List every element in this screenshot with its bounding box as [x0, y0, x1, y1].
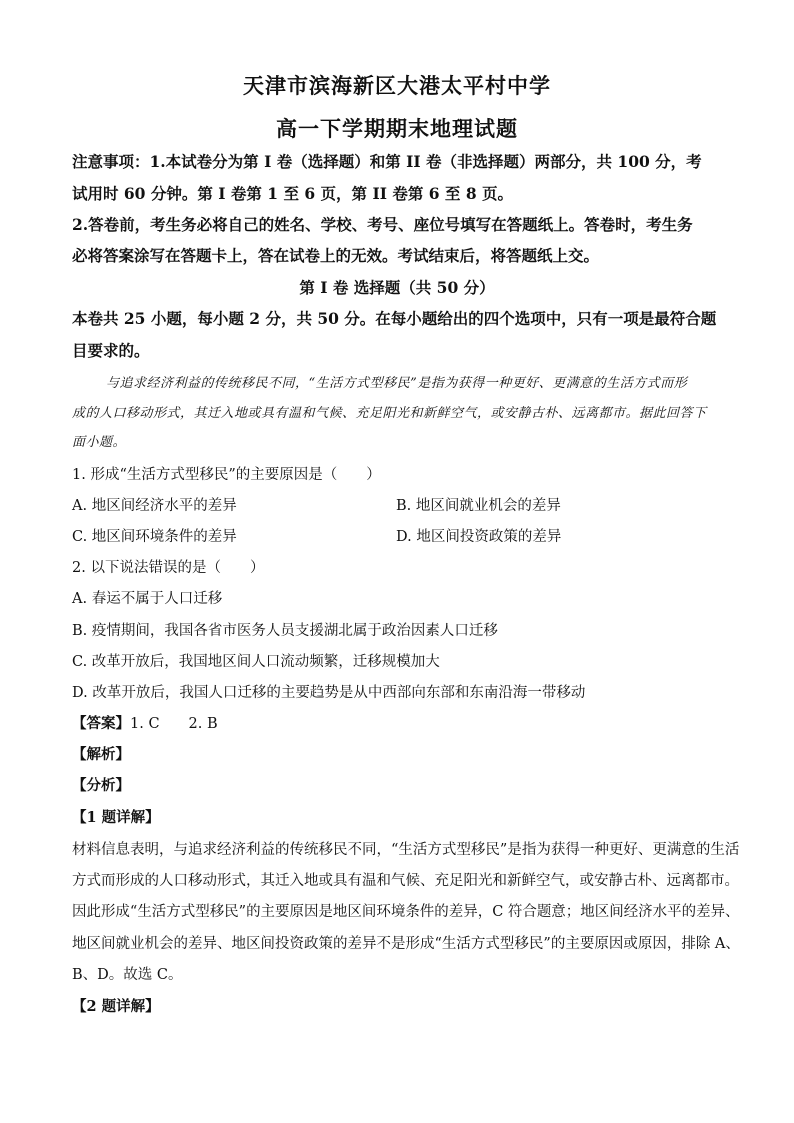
q1-detail-line-4: 地区间就业机会的差异、地区间投资政策的差异不是形成“生活方式型移民”的主要原因或原因，排除 A、 [72, 936, 740, 952]
question-1-option-c: C. 地区间环境条件的差异 [72, 529, 237, 545]
section-intro-2: 目要求的。 [72, 341, 150, 360]
material-line-3: 面小题。 [72, 435, 127, 450]
analysis-label: 【解析】 [72, 746, 130, 763]
notes-line-4: 必将答案涂写在答题卡上，答在试卷上的无效。考试结束后，将答题纸上交。 [72, 246, 600, 265]
notes-line-3: 2.答卷前，考生务必将自己的姓名、学校、考号、座位号填写在答题纸上。答卷时，考生务 [72, 215, 693, 234]
material-line-1: 与追求经济利益的传统移民不同，“生活方式型移民”是指为获得一种更好、更满意的生活方式而形 [106, 376, 688, 391]
question-2-option-b: B. 疫情期间，我国各省市医务人员支援湖北属于政治因素人口迁移 [72, 623, 498, 639]
notes-line-2: 试用时 60 分钟。第 I 卷第 1 至 6 页，第 II 卷第 6 至 8 页。 [72, 184, 514, 203]
question-2-option-d: D. 改革开放后，我国人口迁移的主要趋势是从中西部向东部和东南沿海一带移动 [72, 685, 586, 701]
material-line-2: 成的人口移动形式，其迁入地或具有温和气候、充足阳光和新鲜空气，或安静古朴、远离都市。据此回答下 [72, 406, 707, 421]
question-2-option-c: C. 改革开放后，我国地区间人口流动频繁，迁移规模加大 [72, 654, 440, 670]
notes-line-1: 注意事项：1.本试卷分为第 I 卷（选择题）和第 II 卷（非选择题）两部分，共 100 分，考 [72, 152, 702, 171]
q1-detail-line-2: 方式而形成的人口移动形式，其迁入地或具有温和气候、充足阳光和新鲜空气，或安静古朴、远离都市。 [72, 873, 739, 889]
question-1-stem: 1. 形成“生活方式型移民”的主要原因是（ ） [72, 467, 381, 483]
q1-detail-label: 【1 题详解】 [72, 809, 160, 826]
section-intro-1: 本卷共 25 小题，每小题 2 分，共 50 分。在每小题给出的四个选项中，只有一项是最符合题 [72, 309, 717, 328]
answer-label: 【答案】 [72, 715, 130, 732]
question-1-option-b: B. 地区间就业机会的差异 [396, 498, 561, 514]
q2-detail-label: 【2 题详解】 [72, 998, 160, 1015]
exam-title: 高一下学期期末地理试题 [276, 116, 518, 141]
fenxi-label: 【分析】 [72, 777, 130, 794]
question-2-option-a: A. 春运不属于人口迁移 [72, 591, 223, 607]
question-1-option-a: A. 地区间经济水平的差异 [72, 498, 237, 514]
q1-detail-line-1: 材料信息表明，与追求经济利益的传统移民不同，“生活方式型移民”是指为获得一种更好、更满意的生活 [72, 842, 740, 858]
school-title: 天津市滨海新区大港太平村中学 [243, 73, 551, 98]
section-title: 第 I 卷 选择题（共 50 分） [299, 278, 495, 297]
question-1-option-d: D. 地区间投资政策的差异 [396, 529, 562, 545]
q1-detail-line-5: B、D。故选 C。 [72, 967, 183, 983]
question-2-stem: 2. 以下说法错误的是（ ） [72, 560, 265, 576]
answer-text: 1. C 2. B [130, 716, 218, 732]
answer-line [72, 712, 218, 733]
q1-detail-line-3: 因此形成“生活方式型移民”的主要原因是地区间环境条件的差异，C 符合题意；地区间经济水平的差异、 [72, 904, 740, 920]
